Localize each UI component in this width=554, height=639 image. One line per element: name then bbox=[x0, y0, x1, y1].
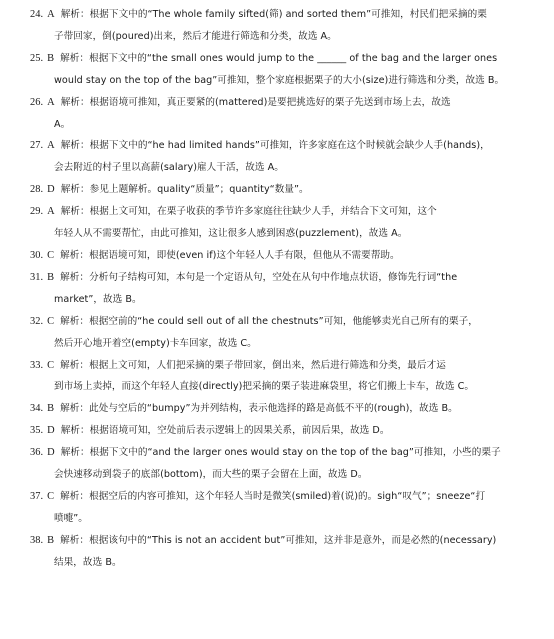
analysis-label: 解析： bbox=[60, 184, 90, 196]
explanation-text: 根据上文可知，在栗子收获的季节许多家庭往往缺少人手，并结合下文可知，这个 bbox=[89, 206, 437, 218]
explanation-text: 参见上题解析。quality“质量”；quantity“数量”。 bbox=[89, 184, 309, 196]
explanation-item bbox=[30, 201, 532, 245]
explanation-item bbox=[30, 135, 532, 179]
analysis-label: 解析： bbox=[60, 315, 90, 327]
analysis-label: 解析： bbox=[60, 206, 90, 218]
question-number: 34. bbox=[30, 403, 44, 415]
analysis-label: 解析： bbox=[60, 403, 90, 415]
analysis-label: 解析： bbox=[60, 425, 90, 437]
analysis-label: 解析： bbox=[60, 249, 90, 261]
explanation-text: 根据语境可知，即使(even if)这个年轻人人手有限，但他从不需要帮助。 bbox=[89, 249, 400, 261]
explanation-text-continued: market”，故选 B。 bbox=[54, 293, 142, 305]
analysis-label: 解析： bbox=[60, 359, 90, 371]
answer-letter: A bbox=[47, 206, 55, 218]
explanation-item bbox=[30, 4, 532, 48]
explanation-text: 根据语境可推知，真正要紧的(mattered)是要把挑选好的栗子先送到市场上去，故选 bbox=[89, 96, 451, 108]
explanation-text: 根据下文中的“and the larger ones would stay on the top of the bag”可推知，小些的栗子 bbox=[89, 447, 501, 459]
explanation-item bbox=[30, 355, 532, 399]
explanation-text: 此处与空后的“bumpy”为并列结构，表示他选择的路是高低不平的(rough)，故选 B。 bbox=[89, 403, 458, 415]
analysis-label: 解析： bbox=[60, 447, 90, 459]
explanation-text: 根据空后的内容可推知，这个年轻人当时是微笑(smiled)着(说)的。sigh“叹气”；sneeze“打 bbox=[89, 490, 486, 502]
explanation-text-continued: 会去附近的村子里以高薪(salary)雇人干活，故选 A。 bbox=[54, 162, 284, 174]
answer-letter: B bbox=[47, 271, 55, 283]
question-number: 27. bbox=[30, 140, 44, 152]
answer-letter: C bbox=[47, 249, 55, 261]
analysis-label: 解析： bbox=[60, 534, 90, 546]
explanation-item bbox=[30, 92, 532, 136]
analysis-label: 解析： bbox=[60, 96, 90, 108]
answer-letter: C bbox=[47, 359, 55, 371]
explanation-text: 根据下文中的“he had limited hands”可推知，许多家庭在这个时候就会缺少人手(hands)， bbox=[89, 140, 490, 152]
explanation-text-continued: 年轻人从不需要帮忙，由此可推知，这让很多人感到困惑(puzzlement)，故选 A。 bbox=[54, 228, 408, 240]
question-number: 33. bbox=[30, 359, 44, 371]
explanation-text: 根据语境可知，空处前后表示逻辑上的因果关系，前因后果，故选 D。 bbox=[89, 425, 390, 437]
answer-letter: B bbox=[47, 403, 55, 415]
explanation-item bbox=[30, 420, 532, 442]
explanation-text: 分析句子结构可知，本句是一个定语从句，空处在从句中作地点状语，修饰先行词“the bbox=[89, 271, 458, 283]
answer-letter: B bbox=[47, 534, 55, 546]
explanation-text-continued: A。 bbox=[54, 118, 71, 130]
answer-letter: D bbox=[47, 425, 55, 437]
analysis-label: 解析： bbox=[60, 271, 90, 283]
answer-letter: A bbox=[47, 140, 55, 152]
question-number: 38. bbox=[30, 534, 44, 546]
explanation-text-continued: 会快速移动到袋子的底部(bottom)，而大些的栗子会留在上面，故选 D。 bbox=[54, 469, 368, 481]
explanation-text: 根据空前的“he could sell out of all the chestnuts”可知，他能够卖光自己所有的栗子， bbox=[89, 315, 478, 327]
answer-letter: A bbox=[47, 9, 55, 20]
question-number: 26. bbox=[30, 96, 44, 108]
question-number: 37. bbox=[30, 490, 44, 502]
explanation-text: 根据该句中的“This is not an accident but”可推知，这并非是意外，而是必然的(necessary) bbox=[89, 534, 497, 546]
explanation-item bbox=[30, 245, 532, 267]
question-number: 35. bbox=[30, 425, 44, 437]
answer-letter: C bbox=[47, 490, 55, 502]
explanation-text-continued: 喷嚏”。 bbox=[54, 512, 88, 524]
question-number: 30. bbox=[30, 249, 44, 261]
explanation-item bbox=[30, 442, 532, 486]
question-number: 29. bbox=[30, 206, 44, 218]
explanation-item bbox=[30, 48, 532, 92]
analysis-label: 解析： bbox=[60, 52, 90, 64]
explanation-text-continued: would stay on the top of the bag”可推知，整个家庭根据栗子的大小(size)进行筛选和分类，故选 B。 bbox=[54, 74, 505, 86]
analysis-label: 解析： bbox=[60, 490, 90, 502]
question-number: 31. bbox=[30, 271, 44, 283]
question-number: 24. bbox=[30, 9, 44, 20]
explanation-item bbox=[30, 530, 532, 574]
explanation-text-continued: 到市场上卖掉，而这个年轻人直接(directly)把采摘的栗子装进麻袋里，将它们搬上卡车，故选 C。 bbox=[54, 381, 475, 393]
answer-letter: C bbox=[47, 315, 55, 327]
explanation-text: 根据下文中的“the small ones would jump to the ______ of the bag and the larger ones bbox=[89, 52, 498, 64]
question-number: 25. bbox=[30, 52, 44, 64]
explanation-item bbox=[30, 486, 532, 530]
answer-letter: A bbox=[47, 96, 55, 108]
explanation-text: 根据下文中的“The whole family sifted(筛) and sorted them”可推知，村民们把采摘的栗 bbox=[89, 9, 487, 20]
question-number: 28. bbox=[30, 184, 44, 196]
explanation-item bbox=[30, 267, 532, 311]
explanation-text: 根据上文可知，人们把采摘的栗子带回家，倒出来，然后进行筛选和分类，最后才运 bbox=[89, 359, 446, 371]
explanation-item bbox=[30, 398, 532, 420]
explanation-item bbox=[30, 311, 532, 355]
explanation-text-continued: 子带回家，倒(poured)出来，然后才能进行筛选和分类，故选 A。 bbox=[54, 30, 337, 42]
explanation-text-continued: 结果，故选 B。 bbox=[54, 556, 122, 568]
answer-letter: D bbox=[47, 447, 55, 459]
answer-letter: D bbox=[47, 184, 55, 196]
analysis-label: 解析： bbox=[60, 9, 90, 20]
answer-letter: B bbox=[47, 52, 55, 64]
question-number: 36. bbox=[30, 447, 44, 459]
analysis-label: 解析： bbox=[60, 140, 90, 152]
explanation-text-continued: 然后开心地开着空(empty)卡车回家，故选 C。 bbox=[54, 337, 257, 349]
explanation-item bbox=[30, 179, 532, 201]
question-number: 32. bbox=[30, 315, 44, 327]
